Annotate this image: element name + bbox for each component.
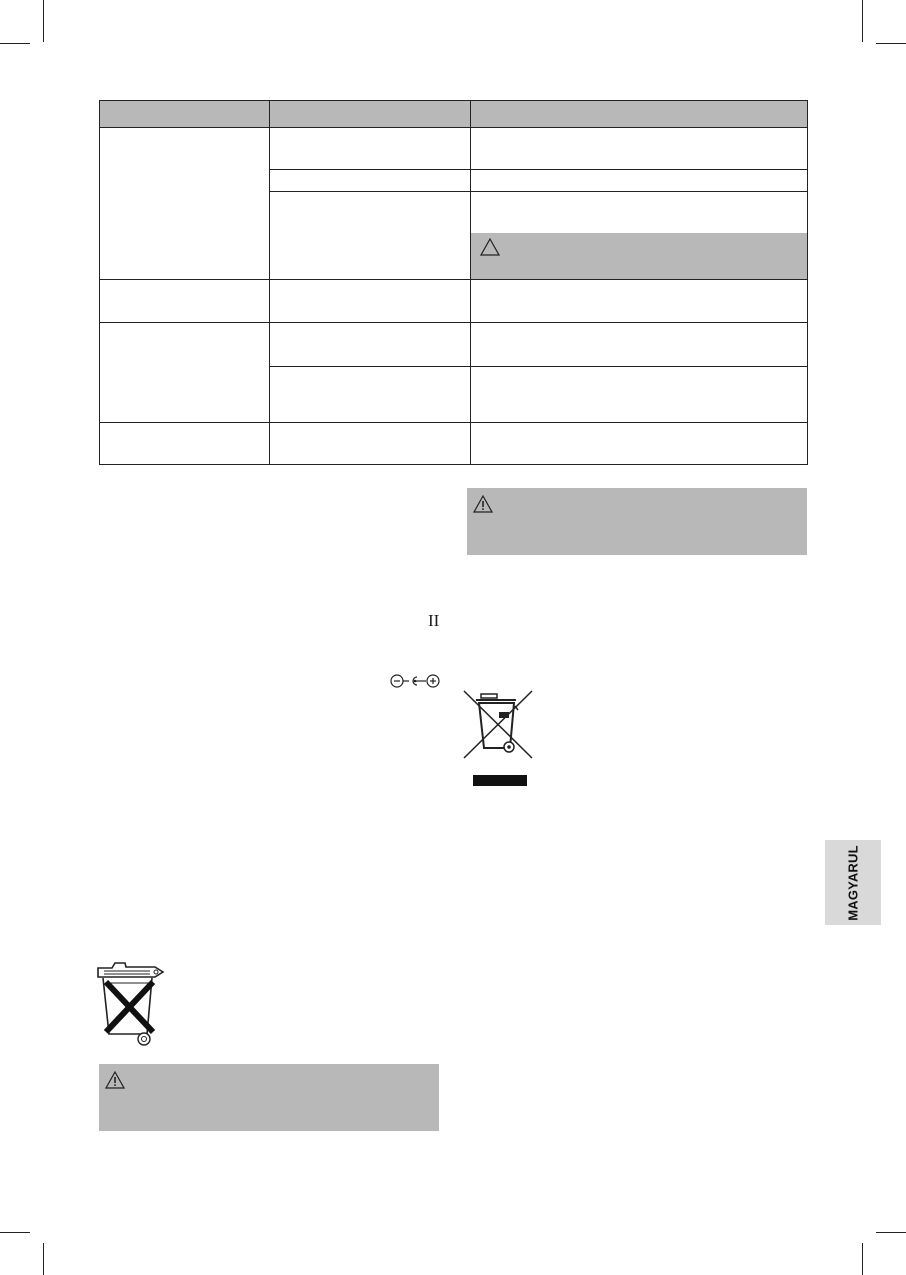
warning-triangle-icon <box>473 495 493 513</box>
table-cell-warning <box>471 192 808 280</box>
table-row <box>100 280 808 322</box>
table-cell <box>100 422 270 464</box>
table-cell <box>471 322 808 366</box>
crop-mark <box>43 1243 44 1275</box>
language-tab-label: MAGYARUL <box>845 844 861 921</box>
warning-box <box>99 1064 439 1131</box>
crop-mark <box>43 0 44 42</box>
crop-mark <box>876 1232 906 1233</box>
dc-polarity-icon <box>389 673 441 689</box>
table-cell <box>270 422 471 464</box>
table-cell <box>270 322 471 366</box>
table-header-cell <box>270 101 471 128</box>
table-header-cell <box>471 101 808 128</box>
table-cell <box>471 170 808 192</box>
warning-triangle-icon <box>480 238 500 256</box>
table-cell <box>270 128 471 170</box>
table-cell <box>100 322 270 422</box>
class-ii-double-insulation-icon: II <box>428 611 440 630</box>
table-cell <box>270 192 471 280</box>
warning-triangle-icon <box>105 1071 125 1089</box>
crop-mark <box>0 1232 30 1233</box>
table-cell <box>270 280 471 322</box>
table-row <box>100 128 808 170</box>
table-cell <box>471 366 808 422</box>
crop-mark <box>876 43 906 44</box>
table-cell <box>471 422 808 464</box>
table-header-cell <box>100 101 270 128</box>
table-header-row <box>100 101 808 128</box>
crossed-out-battery-bin-icon <box>95 958 167 1048</box>
table-cell <box>100 280 270 322</box>
crop-mark <box>862 1243 863 1275</box>
crop-mark <box>0 43 30 44</box>
language-tab <box>825 840 881 925</box>
crop-mark <box>862 0 863 42</box>
table-cell <box>270 170 471 192</box>
table-row <box>100 322 808 366</box>
crossed-out-wheelie-bin-icon <box>462 688 534 788</box>
table-cell <box>270 366 471 422</box>
table-row <box>100 422 808 464</box>
troubleshooting-table <box>99 100 808 465</box>
warning-shading <box>471 233 807 279</box>
table-cell <box>471 128 808 170</box>
table-cell <box>100 128 270 280</box>
warning-box <box>467 488 807 555</box>
table-cell <box>471 280 808 322</box>
